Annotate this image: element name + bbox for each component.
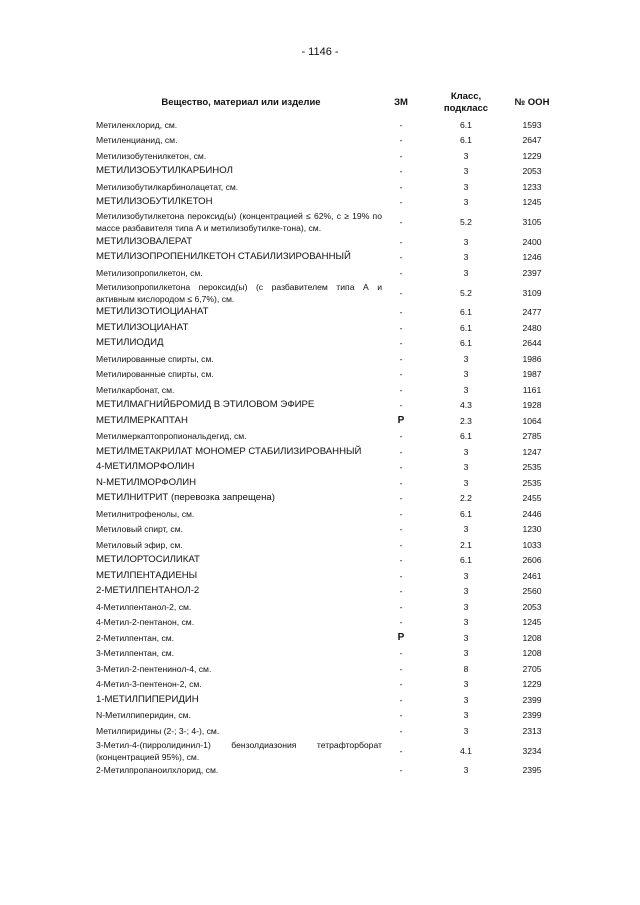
substance-name: Метилированные спирты, см. [96,353,214,364]
zm-cell: - [399,135,403,146]
substance-name: 4-Метилпентанол-2, см. [96,601,192,612]
substance-name: Метилизобутенилкетон, см. [96,150,207,161]
un-number-cell: 1247 [522,446,542,457]
zm-cell: - [399,384,403,395]
table-row [96,250,556,266]
un-number-cell: 2477 [522,307,542,318]
zm-cell: - [399,663,403,674]
zm-cell: - [399,679,403,690]
substance-name: 3-Метилпентан, см. [96,648,175,659]
substance-name: Метиленхлорид, см. [96,119,178,130]
substance-name: Метилизобутилкарбинолацетат, см. [96,181,239,192]
class-cell: 3 [463,524,469,535]
un-number-cell: 1245 [522,197,542,208]
substance-name: Метилизобутилкетона пероксид(ы) (концентрацией ≤ 62%, с ≥ 19% по массе разбавителя типа А и метилизобутилке-тона), см. [96,211,382,233]
zm-cell: - [399,539,403,550]
page-number: - 1146 - [301,46,339,58]
zm-cell: - [399,586,403,597]
table-row [96,708,556,724]
header-zm: ЗМ [394,97,408,108]
un-number-cell: 2399 [522,694,542,705]
class-cell: 3 [463,725,469,736]
table-row [96,584,556,600]
substance-name: 2-Метилпентан, см. [96,632,175,643]
table-row [96,739,556,763]
class-cell: 3 [463,267,469,278]
un-number-cell: 1593 [522,119,542,130]
zm-cell: - [399,181,403,192]
table-row [96,351,556,367]
un-number-cell: 1064 [522,415,542,426]
class-cell: 3 [463,166,469,177]
un-number-cell: 2053 [522,166,542,177]
substance-table [96,117,556,778]
class-cell: 6.1 [460,322,472,333]
un-number-cell: 1229 [522,150,542,161]
table-row [96,661,556,677]
zm-cell: - [399,236,403,247]
un-number-cell: 2535 [522,462,542,473]
header-class: Класс, подкласс [443,91,489,114]
zm-cell: - [399,493,403,504]
class-cell: 6.1 [460,119,472,130]
substance-name: Метилпиридины (2-; 3-; 4-), см. [96,725,220,736]
substance-name: МЕТИЛОРТОСИЛИКАТ [96,554,200,566]
zm-cell: - [399,267,403,278]
un-number-cell: 1229 [522,679,542,690]
substance-name: 2-Метилпропаноилхлорид, см. [96,765,219,776]
table-row [96,692,556,708]
class-cell: 3 [463,150,469,161]
header-substance: Вещество, материал или изделие [161,97,321,108]
header-un-number: № ООН [514,97,550,108]
un-number-cell: 2785 [522,431,542,442]
un-number-cell: 2480 [522,322,542,333]
table-row [96,553,556,569]
zm-cell: - [399,338,403,349]
zm-cell: - [399,287,403,298]
un-number-cell: 2400 [522,236,542,247]
zm-cell: - [399,446,403,457]
substance-name: МЕТИЛИЗОБУТИЛКАРБИНОЛ [96,165,233,177]
table-row [96,265,556,281]
table-row [96,429,556,445]
un-number-cell: 3105 [522,217,542,227]
substance-name: МЕТИЛИЗОТИОЦИАНАТ [96,306,209,318]
class-cell: 4.1 [460,745,472,756]
substance-name: 4-Метил-3-пентенон-2, см. [96,679,202,690]
table-row [96,615,556,631]
un-number-cell: 2606 [522,555,542,566]
table-row [96,164,556,180]
class-cell: 3 [463,369,469,380]
zm-cell: - [399,322,403,333]
zm-cell: - [399,601,403,612]
zm-cell: - [399,166,403,177]
class-cell: 6.1 [460,135,472,146]
class-cell: 6.1 [460,508,472,519]
class-cell: 3 [463,617,469,628]
class-cell: 2.2 [460,493,472,504]
class-cell: 3 [463,446,469,457]
zm-cell: - [399,252,403,263]
un-number-cell: 1230 [522,524,542,535]
table-row [96,234,556,250]
un-number-cell: 2705 [522,663,542,674]
class-cell: 8 [463,663,469,674]
class-cell: 2.1 [460,539,472,550]
zm-cell: - [399,765,403,776]
substance-name: Метиленцианид, см. [96,135,178,146]
un-number-cell: 1245 [522,617,542,628]
class-cell: 3 [463,679,469,690]
substance-name: Метилизопропилкетона пероксид(ы) (с разбавителем типа А и активным кислородом ≤ 6,7%), см. [96,281,382,304]
class-cell: 3 [463,570,469,581]
un-number-cell: 1233 [522,181,542,192]
substance-name: МЕТИЛНИТРИТ (перевозка запрещена) [96,492,275,504]
un-number-cell: 1033 [522,539,542,550]
zm-cell: - [399,555,403,566]
substance-name: 3-Метил-2-пентенинол-4, см. [96,663,212,674]
zm-cell: - [399,508,403,519]
zm-cell: - [399,524,403,535]
table-row [96,475,556,491]
table-row [96,537,556,553]
zm-cell: - [399,617,403,628]
class-cell: 3 [463,632,469,643]
class-cell: 3 [463,648,469,659]
un-number-cell: 3109 [522,287,542,298]
substance-name: МЕТИЛМЕРКАПТАН [96,414,188,426]
table-row [96,320,556,336]
table-row [96,133,556,149]
un-number-cell: 3234 [522,745,542,756]
substance-name: Метилнитрофенолы, см. [96,508,195,519]
zm-cell: P [397,414,405,426]
substance-name: Метилкарбонат, см. [96,384,175,395]
class-cell: 3 [463,462,469,473]
class-cell: 6.1 [460,431,472,442]
un-number-cell: 2053 [522,601,542,612]
zm-cell: - [399,217,403,227]
table-row [96,460,556,476]
un-number-cell: 2395 [522,765,542,776]
un-number-cell: 2446 [522,508,542,519]
table-row [96,195,556,211]
substance-name: МЕТИЛИЗОБУТИЛКЕТОН [96,196,213,208]
table-row [96,599,556,615]
class-cell: 4.3 [460,400,472,411]
table-row [96,367,556,383]
class-cell: 3 [463,236,469,247]
zm-cell: - [399,369,403,380]
zm-cell: - [399,197,403,208]
class-cell: 2.3 [460,415,472,426]
table-row [96,210,556,234]
substance-name: N-Метилпиперидин, см. [96,710,191,721]
un-number-cell: 2535 [522,477,542,488]
un-number-cell: 2313 [522,725,542,736]
table-row [96,723,556,739]
un-number-cell: 1928 [522,400,542,411]
table-row [96,148,556,164]
zm-cell: - [399,353,403,364]
class-cell: 3 [463,586,469,597]
table-row [96,568,556,584]
substance-name: 3-Метил-4-(пирролидинил-1) бензолдиазония тетрафторборат (концентрацией 95%), см. [96,739,382,762]
zm-cell: - [399,694,403,705]
class-cell: 3 [463,197,469,208]
un-number-cell: 1986 [522,353,542,364]
substance-name: 2-МЕТИЛПЕНТАНОЛ-2 [96,585,200,597]
substance-name: 1-МЕТИЛПИПЕРИДИН [96,693,199,705]
un-number-cell: 1246 [522,252,542,263]
substance-name: МЕТИЛИЗОЦИАНАТ [96,321,189,333]
class-cell: 6.1 [460,307,472,318]
class-cell: 3 [463,353,469,364]
class-cell: 5.2 [460,217,472,227]
class-cell: 3 [463,252,469,263]
un-number-cell: 2644 [522,338,542,349]
table-row [96,677,556,693]
table-row [96,444,556,460]
un-number-cell: 2647 [522,135,542,146]
substance-name: Метиловый эфир, см. [96,539,183,550]
class-cell: 6.1 [460,338,472,349]
un-number-cell: 1161 [522,384,542,395]
class-cell: 3 [463,694,469,705]
un-number-cell: 1208 [522,632,542,643]
class-cell: 3 [463,477,469,488]
table-row [96,179,556,195]
zm-cell: - [399,400,403,411]
table-row [96,336,556,352]
zm-cell: - [399,477,403,488]
zm-cell: - [399,745,403,756]
class-cell: 6.1 [460,555,472,566]
table-row [96,382,556,398]
table-row [96,491,556,507]
zm-cell: - [399,570,403,581]
substance-name: 4-МЕТИЛМОРФОЛИН [96,461,195,473]
class-cell: 3 [463,181,469,192]
zm-cell: - [399,150,403,161]
table-row [96,763,556,779]
zm-cell: - [399,462,403,473]
un-number-cell: 1987 [522,369,542,380]
zm-cell: P [397,631,405,643]
substance-name: Метилизопропилкетон, см. [96,267,203,278]
substance-name: Метиловый спирт, см. [96,524,183,535]
substance-name: МЕТИЛМАГНИЙБРОМИД В ЭТИЛОВОМ ЭФИРЕ [96,399,315,411]
un-number-cell: 2397 [522,267,542,278]
class-cell: 3 [463,765,469,776]
table-row [96,305,556,321]
substance-name: МЕТИЛИОДИД [96,337,164,349]
substance-name: МЕТИЛМЕТАКРИЛАТ МОНОМЕР СТАБИЛИЗИРОВАННЫЙ [96,445,362,457]
un-number-cell: 2560 [522,586,542,597]
substance-name: МЕТИЛИЗОПРОПЕНИЛКЕТОН СТАБИЛИЗИРОВАННЫЙ [96,251,351,263]
table-row [96,413,556,429]
substance-name: Метилмеркаптопропиональдегид, см. [96,431,247,442]
table-row [96,506,556,522]
zm-cell: - [399,307,403,318]
table-row [96,117,556,133]
un-number-cell: 2461 [522,570,542,581]
substance-name: МЕТИЛПЕНТАДИЕНЫ [96,569,198,581]
zm-cell: - [399,725,403,736]
class-cell: 3 [463,601,469,612]
table-row [96,398,556,414]
zm-cell: - [399,648,403,659]
substance-name: Метилированные спирты, см. [96,369,214,380]
un-number-cell: 2455 [522,493,542,504]
class-cell: 3 [463,384,469,395]
un-number-cell: 1208 [522,648,542,659]
class-cell: 5.2 [460,287,472,298]
un-number-cell: 2399 [522,710,542,721]
table-row [96,281,556,305]
zm-cell: - [399,431,403,442]
substance-name: МЕТИЛИЗОВАЛЕРАТ [96,235,193,247]
substance-name: 4-Метил-2-пентанон, см. [96,617,195,628]
zm-cell: - [399,710,403,721]
table-row [96,522,556,538]
class-cell: 3 [463,710,469,721]
table-row [96,630,556,646]
table-row [96,646,556,662]
zm-cell: - [399,119,403,130]
substance-name: N-МЕТИЛМОРФОЛИН [96,476,197,488]
